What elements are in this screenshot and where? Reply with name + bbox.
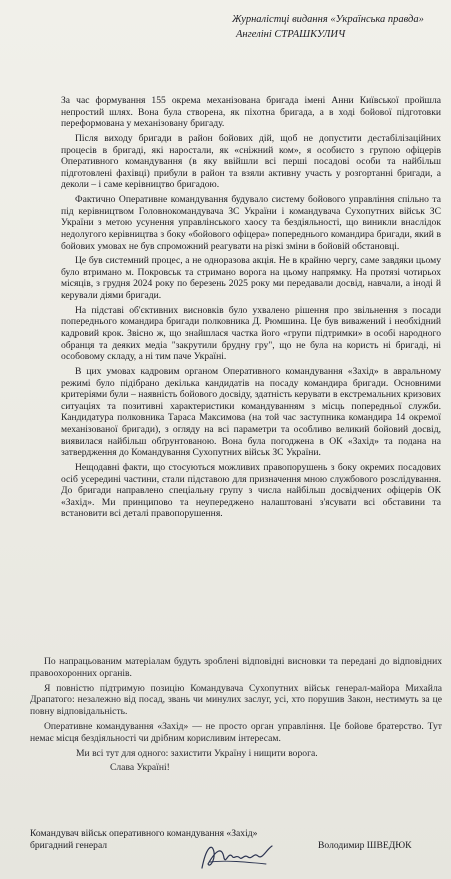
body-paragraph: Після виходу бригади в район бойових дій, щоб не допустити дестабілізаційних процесів в бригаді, які наростали, як «сніжний ком», я особисто з групою офіцерів Оперативного командування (в яку ввійшли всі перші посадові особи та найбільш підготовлені фахівці) прибули в район та взяли активну участь у розгортанні бригади, а деколи – і саме керівництво бригадою. xyxy=(61,132,441,191)
signatory-rank: бригадний генерал xyxy=(30,840,108,851)
body-paragraph: Нещодавні факти, що стосуються можливих правопорушень з боку окремих посадових осіб усередині частини, стали підставою для призначення мною службового розслідування. До бригади направлено спеціальну групу з числа найбільш досвідчених офіцерів ОК «Захід». Ми принципово та неупереджено налаштовані з'ясувати всі обставини та встановити всі деталі правопорушення. xyxy=(61,461,441,520)
body-paragraph: Це був системний процес, а не одноразова акція. Не в крайню чергу, саме завдяки цьому було втримано м. Покровськ та стримано ворога на цьому напрямку. На протязі чотирьох місяців, з грудня 2024 року по березень 2025 року ми передавали досвід, навчали, а іноді й керували діями бригади. xyxy=(61,255,441,302)
signatory-name: Володимир ШВЕДЮК xyxy=(318,840,412,851)
body-paragraph: На підставі об'єктивних висновків було ухвалено рішення про звільнення з посади попереднього командира бригади полковника Д. Рюмшина. Це був виважений і необхідний кадровий крок. Звісно ж, що знайшлася частка його «групи підтримки» в особі народного обранця та деяких медіа "закрутили брудну гру", що не була на користь ні бригаді, ні особовому складу, а ні тим паче Україні. xyxy=(61,304,441,363)
addressee-line-name: Ангеліні СТРАШКУЛИЧ xyxy=(236,29,346,40)
closing-paragraph: Ми всі тут для одного: захистити Україну і нищити ворога. xyxy=(76,747,318,759)
letter-body xyxy=(61,95,441,523)
body-paragraph: В цих умовах кадровим органом Оперативного командування «Захід» в авральному режимі було підібрано декілька кандидатів на посаду командира бригади. Основними критеріями були – наявність бойового досвіду, здатність керувати в екстремальних кризових ситуаціях та позитивні характеристики командуванням з місць попередньої служби. Кандидатура полковника Тараса Максимова (на той час заступника командира 14 окремої механізованої бригади), з огляду на всі параметри та особливо великий бойовий досвід, виявилася найбільш обґрунтованою. Вона була погоджена в ОК «Захід» та подана на затвердження до Командування Сухопутних військ ЗС України. xyxy=(61,366,441,459)
letter-closing xyxy=(30,656,442,777)
closing-paragraph: Я повністю підтримую позицію Командувача Сухопутних військ генерал-майора Михайла Драпатого: незалежно від посад, звань чи минулих заслуг, усі, хто порушив Закон, нестимуть за це повну відповідальність. xyxy=(30,682,442,718)
handwritten-signature xyxy=(196,838,276,874)
addressee-block xyxy=(232,12,444,42)
closing-salutation: Слава Україні! xyxy=(110,762,170,774)
body-paragraph: Фактично Оперативне командування будувало систему бойового управління спільно та під керівництвом Головнокомандувача ЗС України і командувача Сухопутних військ ЗС України з метою усунення управлінського хаосу та бездіяльності, що виникли внаслідок недолугого керівництва з боку «бойового офіцера» попереднього командира бригади, який в бойових умовах не був спроможний реагувати на різкі зміни в бойовій обстановці. xyxy=(61,194,441,252)
body-paragraph: За час формування 155 окрема механізована бригада імені Анни Київської пройшла непростий шлях. Вона була створена, як піхотна бригада, а в ході бойової підготовки переформована у механізовану бригаду. xyxy=(61,95,441,130)
signatory-position: Командувач військ оперативного командування «Захід» xyxy=(30,828,258,839)
closing-paragraph: По напрацьованим матеріалам будуть зроблені відповідні висновки та передані до відповідних правоохоронних органів. xyxy=(30,656,442,679)
closing-paragraph: Оперативне командування «Захід» — не просто орган управління. Це бойове братерство. Тут немає місця бездіяльності чи дрібним корисливим інтересам. xyxy=(30,720,442,744)
addressee-line-publication: Журналістці видання «Українська правда» xyxy=(232,14,424,25)
